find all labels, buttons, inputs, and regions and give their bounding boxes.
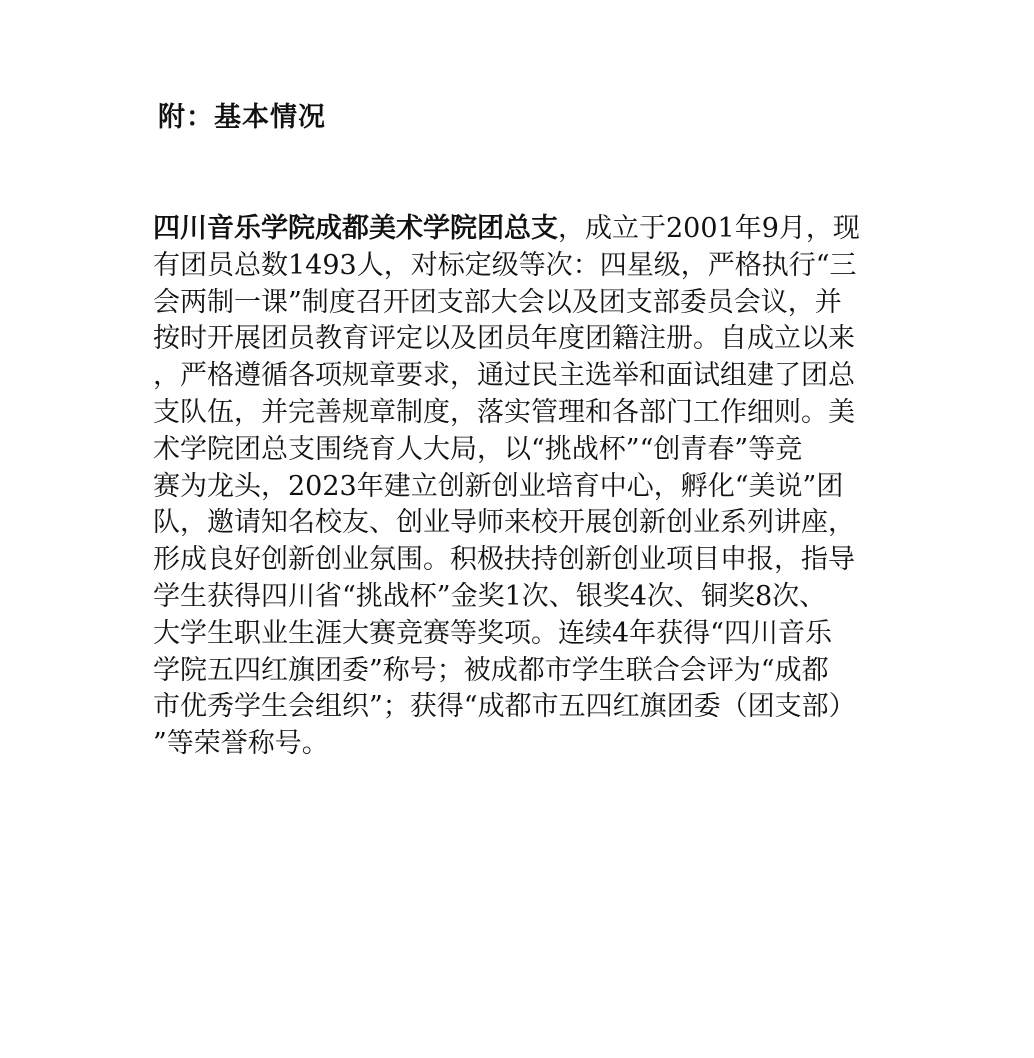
paragraph-line-3: 会两制一课”制度召开团支部大会以及团支部委员会议，并 [153, 286, 842, 318]
paragraph-line-12: 大学生职业生涯大赛竞赛等奖项。连续4年获得“四川音乐 [153, 617, 832, 649]
paragraph-line-9: 队，邀请知名校友、创业导师来校开展创新创业系列讲座， [153, 507, 855, 539]
paragraph-line-4: 按时开展团员教育评定以及团员年度团籍注册。自成立以来 [153, 323, 855, 355]
paragraph-line-14: 市优秀学生会组织”；获得“成都市五四红旗团委（团支部） [153, 691, 856, 723]
paragraph-line-1 [153, 211, 923, 248]
paragraph-line-15: ”等荣誉称号。 [153, 728, 329, 760]
paragraph-line-7: 术学院团总支围绕育人大局，以“挑战杯”“创青春”等竞 [153, 433, 803, 465]
paragraph-line-11: 学生获得四川省“挑战杯”金奖1次、银奖4次、铜奖8次、 [153, 580, 827, 612]
organization-name: 四川音乐学院成都美术学院团总支 [153, 213, 558, 244]
appendix-heading: 附：基本情况 [158, 102, 326, 133]
paragraph-line-8: 赛为龙头，2023年建立创新创业培育中心，孵化“美说”团 [153, 470, 844, 502]
paragraph-line-13: 学院五四红旗团委”称号；被成都市学生联合会评为“成都 [153, 654, 829, 686]
paragraph-line-2: 有团员总数1493人，对标定级等次：四星级，严格执行“三 [153, 249, 857, 281]
paragraph-line-6: 支队伍，并完善规章制度，落实管理和各部门工作细则。美 [153, 396, 855, 428]
paragraph-line-5: ，严格遵循各项规章要求，通过民主选举和面试组建了团总 [153, 360, 855, 392]
body-paragraph [153, 211, 923, 763]
paragraph-line-10: 形成良好创新创业氛围。积极扶持创新创业项目申报，指导 [153, 544, 855, 576]
line-text: ，成立于2001年9月，现 [558, 213, 860, 244]
